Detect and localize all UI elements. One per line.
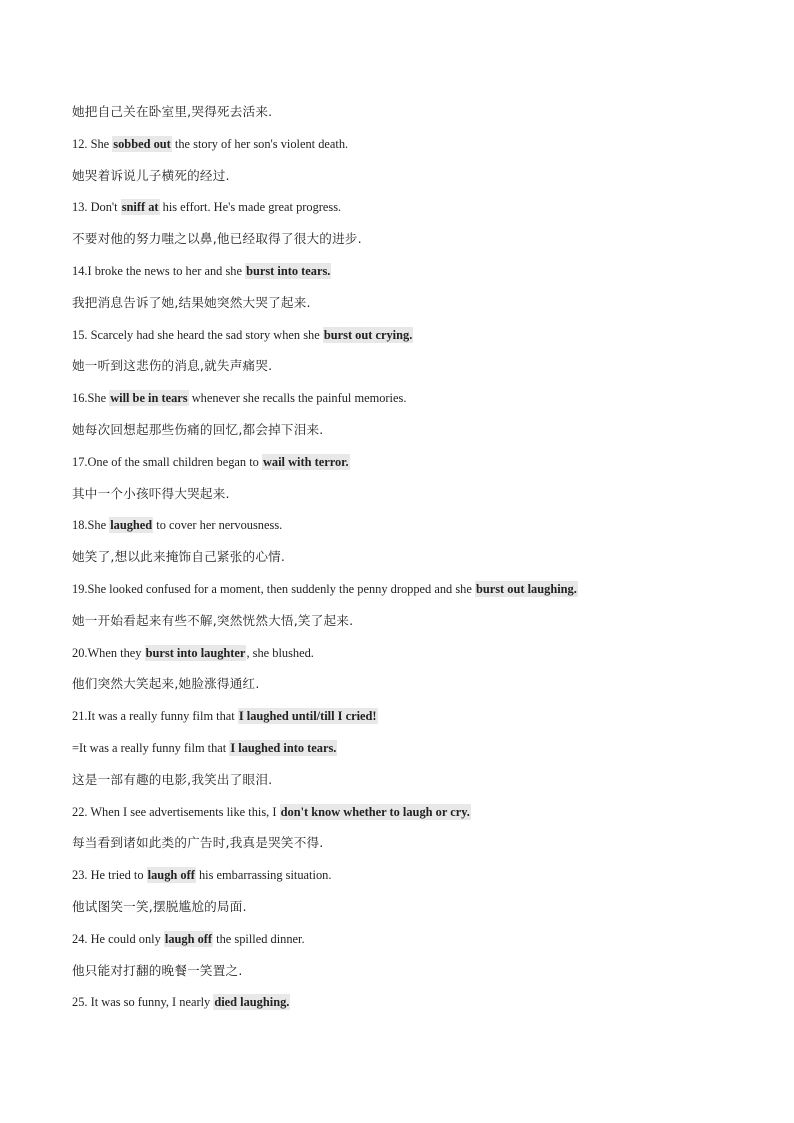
line-text: =It was a really funny film that bbox=[72, 740, 230, 755]
english-example-line bbox=[72, 576, 732, 608]
highlighted-phrase: sobbed out bbox=[113, 136, 171, 151]
english-example-line bbox=[72, 862, 732, 894]
highlighted-phrase: laugh off bbox=[147, 868, 195, 883]
highlighted-phrase: will be in tears bbox=[110, 391, 188, 406]
line-text: 16.She bbox=[72, 391, 110, 406]
highlighted-phrase: burst into laughter bbox=[145, 645, 246, 660]
line-text: 她哭着诉说儿子横死的经过. bbox=[72, 167, 230, 183]
highlighted-phrase: burst into tears. bbox=[246, 263, 331, 278]
line-text: 他试图笑一笑,摆脱尴尬的局面. bbox=[72, 898, 247, 914]
line-text: 他只能对打翻的晚餐一笑置之. bbox=[72, 962, 243, 978]
chinese-translation-line bbox=[72, 544, 732, 576]
line-text: the story of her son's violent death. bbox=[171, 136, 349, 151]
line-text: 13. Don't bbox=[72, 200, 121, 215]
line-text: , she blushed. bbox=[246, 645, 314, 660]
chinese-translation-line bbox=[72, 894, 732, 926]
line-text: 19.She looked confused for a moment, then suddenly the penny dropped and she bbox=[72, 581, 475, 596]
line-text: his effort. He's made great progress. bbox=[159, 200, 342, 215]
line-text: to cover her nervousness. bbox=[153, 518, 283, 533]
line-text: 20.When they bbox=[72, 645, 145, 660]
line-text: 她一听到这悲伤的消息,就失声痛哭. bbox=[72, 358, 273, 374]
line-text: 21.It was a really funny film that bbox=[72, 709, 238, 724]
english-example-line bbox=[72, 640, 732, 672]
line-text: 每当看到诸如此类的广告时,我真是哭笑不得. bbox=[72, 835, 324, 851]
chinese-translation-line bbox=[72, 290, 732, 322]
highlighted-phrase: I laughed into tears. bbox=[230, 740, 337, 755]
document-body bbox=[72, 99, 732, 1021]
english-example-line bbox=[72, 989, 732, 1021]
line-text: whenever she recalls the painful memories. bbox=[188, 391, 407, 406]
highlighted-phrase: sniff at bbox=[121, 200, 159, 215]
line-text: 12. She bbox=[72, 136, 113, 151]
line-text: 14.I broke the news to her and she bbox=[72, 263, 246, 278]
english-example-line bbox=[72, 449, 732, 481]
english-example-line bbox=[72, 799, 732, 831]
highlighted-phrase: don't know whether to laugh or cry. bbox=[280, 804, 470, 819]
highlighted-phrase: laugh off bbox=[164, 931, 213, 946]
line-text: 18.She bbox=[72, 518, 110, 533]
chinese-translation-line bbox=[72, 226, 732, 258]
highlighted-phrase: wail with terror. bbox=[262, 454, 349, 469]
line-text: 我把消息告诉了她,结果她突然大哭了起来. bbox=[72, 294, 311, 310]
chinese-translation-line bbox=[72, 958, 732, 990]
line-text: 她每次回想起那些伤痛的回忆,都会掉下泪来. bbox=[72, 421, 324, 437]
line-text: 她把自己关在卧室里,哭得死去活来. bbox=[72, 104, 273, 119]
english-example-line bbox=[72, 194, 732, 226]
line-text: 这是一部有趣的电影,我笑出了眼泪. bbox=[72, 771, 273, 787]
line-text: 22. When I see advertisements like this, I bbox=[72, 804, 280, 819]
line-text: 17.One of the small children began to bbox=[72, 454, 262, 469]
line-text: 她笑了,想以此来掩饰自己紧张的心情. bbox=[72, 549, 286, 565]
line-text: 15. Scarcely had she heard the sad story when she bbox=[72, 327, 323, 342]
chinese-translation-line bbox=[72, 353, 732, 385]
english-example-line bbox=[72, 131, 732, 163]
english-example-line bbox=[72, 258, 732, 290]
highlighted-phrase: burst out crying. bbox=[323, 327, 413, 342]
line-text: 23. He tried to bbox=[72, 868, 147, 883]
english-example-line bbox=[72, 512, 732, 544]
english-example-line bbox=[72, 322, 732, 354]
line-text: 他们突然大笑起来,她脸涨得通红. bbox=[72, 676, 260, 692]
line-text: 25. It was so funny, I nearly bbox=[72, 995, 214, 1010]
chinese-translation-line bbox=[72, 417, 732, 449]
line-text: 不要对他的努力嗤之以鼻,他已经取得了很大的进步. bbox=[72, 231, 362, 247]
highlighted-phrase: died laughing. bbox=[214, 995, 290, 1010]
chinese-translation-line bbox=[72, 767, 732, 799]
chinese-translation-line bbox=[72, 671, 732, 703]
chinese-translation-line bbox=[72, 163, 732, 195]
chinese-translation-line bbox=[72, 608, 732, 640]
highlighted-phrase: burst out laughing. bbox=[475, 581, 577, 596]
highlighted-phrase: laughed bbox=[110, 518, 153, 533]
line-text: his embarrassing situation. bbox=[195, 868, 332, 883]
chinese-translation-line bbox=[72, 99, 732, 131]
line-text: 24. He could only bbox=[72, 931, 164, 946]
chinese-translation-line bbox=[72, 481, 732, 513]
english-example-line bbox=[72, 703, 732, 735]
chinese-translation-line bbox=[72, 830, 732, 862]
english-example-line bbox=[72, 735, 732, 767]
line-text: 其中一个小孩吓得大哭起来. bbox=[72, 485, 230, 501]
english-example-line bbox=[72, 926, 732, 958]
line-text: the spilled dinner. bbox=[213, 931, 305, 946]
highlighted-phrase: I laughed until/till I cried! bbox=[238, 709, 377, 724]
english-example-line bbox=[72, 385, 732, 417]
line-text: 她一开始看起来有些不解,突然恍然大悟,笑了起来. bbox=[72, 612, 354, 628]
